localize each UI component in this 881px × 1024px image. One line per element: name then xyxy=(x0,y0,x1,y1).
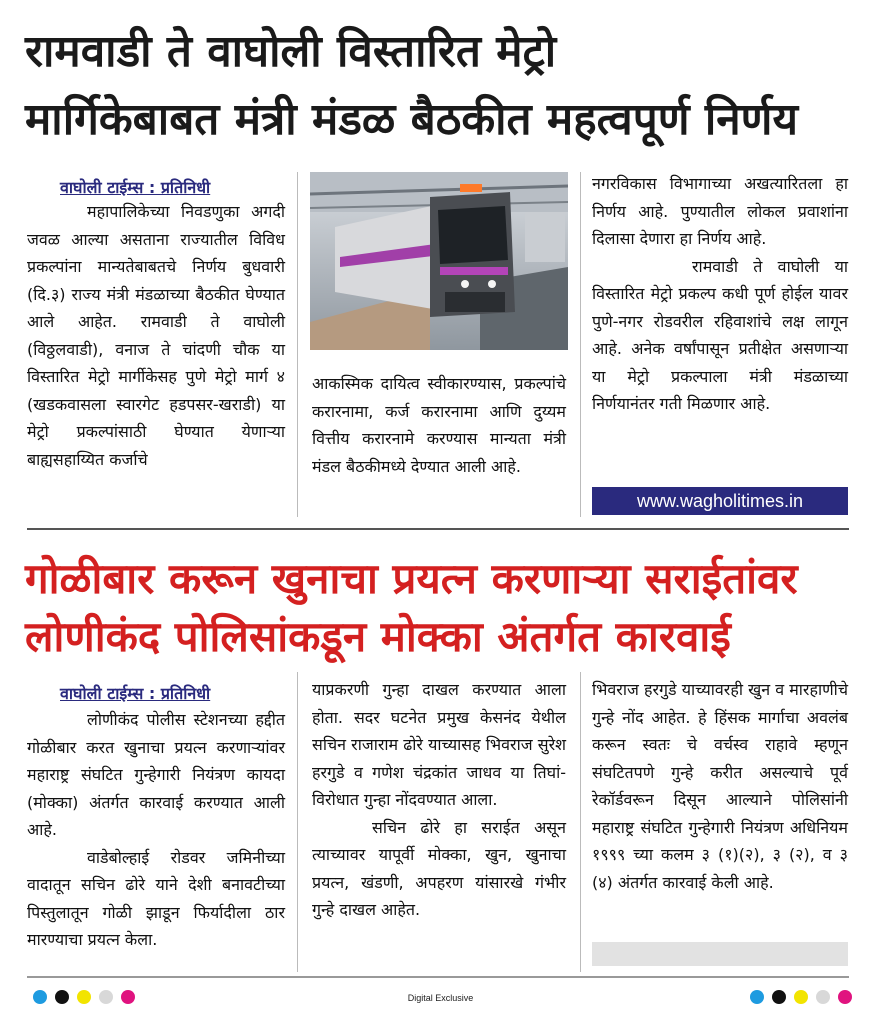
registration-dot-magenta xyxy=(838,990,852,1004)
website-url-banner[interactable]: www.wagholitimes.in xyxy=(592,487,848,515)
metro-train-photo xyxy=(310,172,568,350)
column-divider xyxy=(297,672,298,972)
story1-byline: वाघोली टाईम्स : प्रतिनिधी xyxy=(60,178,211,197)
story1-column-3 xyxy=(592,170,848,418)
story2-headline-line2: लोणीकंद पोलिसांकडून मोक्का अंतर्गत कारवाई xyxy=(25,612,731,661)
registration-dot-cyan xyxy=(750,990,764,1004)
story2-col1-para-2: वाडेबोल्हाई रोडवर जमिनीच्या वादातून सचिन ढोरे याने देशी बनावटीच्या पिस्तुलातून गोळी झाडून फिर्यादीला ठार मारण्याचा प्रयत्न केला. xyxy=(27,847,285,949)
story2-col3-para: भिवराज हरगुडे याच्यावरही खुन व मारहाणीचे गुन्हे नोंद आहेत. हे हिंसक मार्गाचा अवलंब करून स्वतः चे वर्चस्व राहावे म्हणून संघटितपणे गुन्हे करीत असल्याचे पूर्व रेकॉर्डवरून दिसून आल्याने पोलिसांनी महाराष्ट्र संघटित गुन्हेगारी नियंत्रण अधिनियम १९९९ च्या कलम ३ (१)(२), ३ (२), व ३ (४) अंतर्गत कारवाई केली आहे. xyxy=(592,680,848,892)
color-registration-right xyxy=(750,990,852,1004)
story2-col1-para-1: लोणीकंद पोलीस स्टेशनच्या हद्दीत गोळीबार करत खुनाचा प्रयत्न करणाऱ्यांवर महाराष्ट्र संघटित गुन्हेगारी नियंत्रण कायदा (मोक्का) अंतर्गत कारवाई करण्यात आली आहे. xyxy=(27,710,285,839)
metro-train-image xyxy=(310,172,568,350)
story2-column-2 xyxy=(312,676,566,924)
story1-col1-para: महापालिकेच्या निवडणुका अगदी जवळ आल्या असताना राज्यातील विविध प्रकल्पांना मान्यतेबाबतचे निर्णय बुधवारी (दि.३) राज्य मंत्री मंडळाच्या बैठकीत घेण्यात आले आहेत. रामवाडी ते वाघोली (विठ्ठलवाडी), वनाज ते चांदणी चौक या विस्तारित मेट्रो मार्गीकेसह पुणे मेट्रो मार्ग ४ (खडकवासला स्वारगेट हडपसर-खराडी) या मेट्रो प्रकल्पांसाठी घेण्यात येणाऱ्या बाह्यसहाय्यित कर्जाचे xyxy=(27,202,285,469)
story2-col2-para-2: सचिन ढोरे हा सराईत असून त्याच्यावर यापूर्वी मोक्का, खुन, खुनाचा प्रयत्न, खंडणी, अपहरण यांसारखे गंभीर गुन्हे दाखल आहेत. xyxy=(312,817,566,919)
registration-dot-yellow xyxy=(794,990,808,1004)
story1-headline-line2: मार्गिकेबाबत मंत्री मंडळ बैठकीत महत्वपूर्ण निर्णय xyxy=(25,94,798,145)
story1-col3-para-1: नगरविकास विभागाच्या अखत्यारितला हा निर्णय आहे. पुण्यातील लोकल प्रवाशांना दिलासा देणारा हा निर्णय आहे. xyxy=(592,174,848,248)
column-divider xyxy=(297,172,298,517)
registration-dot-grey xyxy=(816,990,830,1004)
story2-column-1 xyxy=(27,706,285,954)
column-divider xyxy=(580,172,581,517)
story2-headline-line1: गोळीबार करून खुनाचा प्रयत्न करणाऱ्या सराईतांवर xyxy=(25,554,798,603)
footer-rule xyxy=(27,976,849,978)
story2-byline: वाघोली टाईम्स : प्रतिनिधी xyxy=(60,684,211,703)
story1-column-2 xyxy=(312,370,566,480)
story1-col2-para: आकस्मिक दायित्व स्वीकारण्यास, प्रकल्पांचे करारनामा, कर्ज करारनामा आणि दुय्यम वित्तीय करारनामे करण्यास मान्यता मंत्री मंडल बैठकीमध्ये देण्यात आली आहे. xyxy=(312,374,566,476)
story1-column-1 xyxy=(27,198,285,473)
story1-col3-para-2: रामवाडी ते वाघोली या विस्तारित मेट्रो प्रकल्प कधी पूर्ण होईल यावर पुणे-नगर रोडवरील रहिवाशांचे लक्ष लागून आहे. अनेक वर्षांपासून प्रतीक्षेत असणाऱ्या या मेट्रो प्रकल्पाला मंत्री मंडळाच्या निर्णयानंतर गती मिळणार आहे. xyxy=(592,256,848,413)
grey-placeholder-bar xyxy=(592,942,848,966)
registration-dot-black xyxy=(772,990,786,1004)
column-divider xyxy=(580,672,581,972)
section-divider xyxy=(27,528,849,530)
footer-label: Digital Exclusive xyxy=(407,993,474,1003)
story2-col2-para-1: याप्रकरणी गुन्हा दाखल करण्यात आला होता. सदर घटनेत प्रमुख केसनंद येथील सचिन राजाराम ढोरे याच्यासह भिवराज सुरेश हरगुडे व गणेश चंद्रकांत जाधव या तिघां-विरोधात गुन्हा नोंदवण्यात आला. xyxy=(312,680,566,809)
story1-headline-line1: रामवाडी ते वाघोली विस्तारित मेट्रो xyxy=(25,26,557,77)
story2-column-3 xyxy=(592,676,848,896)
